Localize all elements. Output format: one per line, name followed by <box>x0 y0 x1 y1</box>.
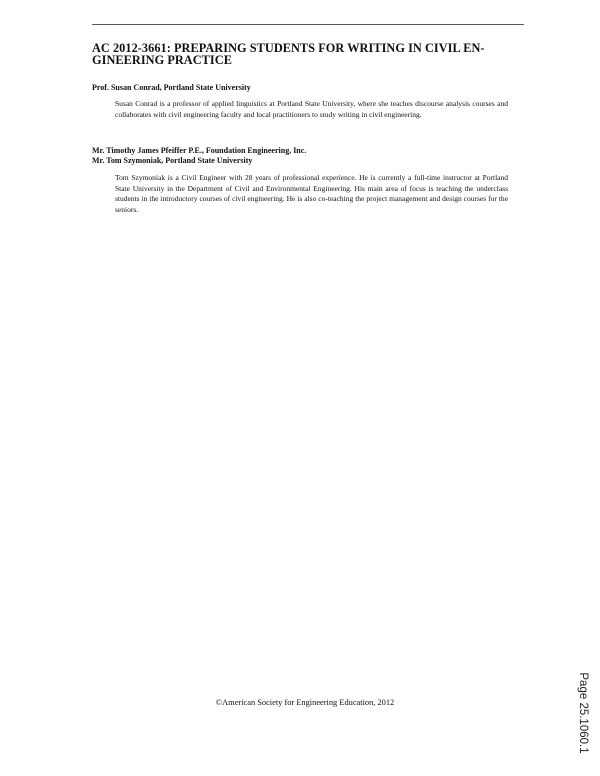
paper-title <box>92 42 528 66</box>
author-bio-conrad: Susan Conrad is a professor of applied linguistics at Portland State University, where she teaches discourse analysis courses and collaborates with civil engineering faculty and local practitioners to study writing in civil engineering. <box>115 99 508 119</box>
page-number: Page 25.1060.1 <box>577 672 589 754</box>
paper-title-line-2: GINEERING PRACTICE <box>92 53 232 67</box>
author-bio-szymoniak: Tom Szymoniak is a Civil Engineer with 28 years of professional experience. He is currently a full-time instructor at Portland State University in the Department of Civil and Environmental Engineering. His main area of focus is teaching the underclass students in the introductory courses of civil engineering. He is also co-teaching the project management and design courses for the seniors. <box>115 173 508 214</box>
paper-title-line-1: AC 2012-3661: PREPARING STUDENTS FOR WRITING IN CIVIL EN- <box>92 41 485 55</box>
author-name-conrad: Prof. Susan Conrad, Portland State University <box>92 83 251 92</box>
author-name-pfeiffer: Mr. Timothy James Pfeiffer P.E., Foundation Engineering, Inc. <box>92 146 307 155</box>
author-name-szymoniak: Mr. Tom Szymoniak, Portland State University <box>92 156 253 165</box>
copyright-footer: ©American Society for Engineering Education, 2012 <box>215 698 395 707</box>
top-rule <box>92 24 524 25</box>
